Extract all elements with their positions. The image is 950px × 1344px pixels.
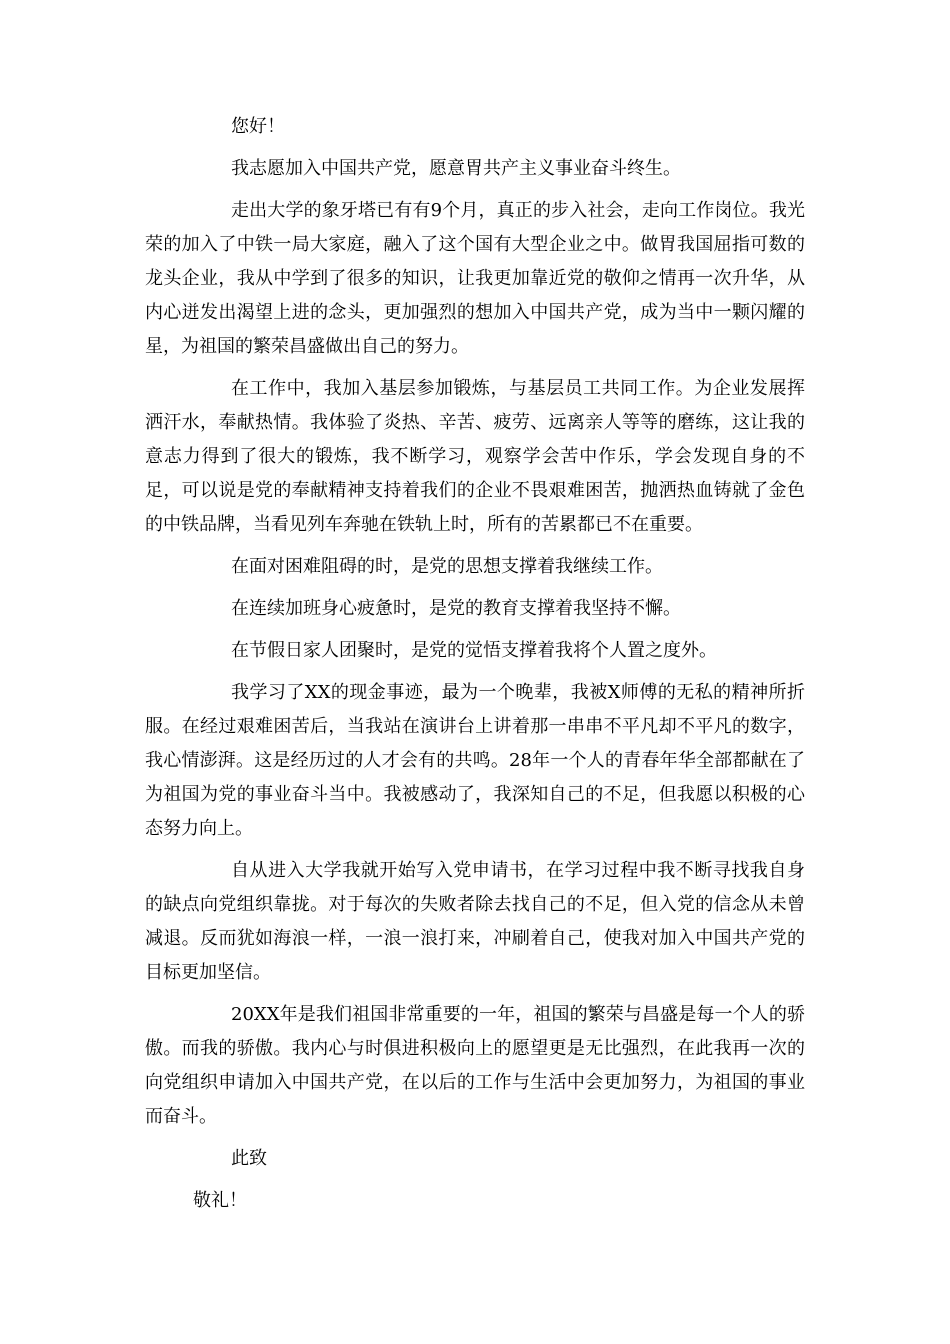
- closing: 此致: [231, 1148, 267, 1169]
- paragraph-application-history: 自从进入大学我就开始写入党申请书，在学习过程中我不断寻找我自身的缺点向党组织靠拢。对于每次的失败者除去找自己的不足，但入党的信念从未曾减退。反而犹如海浪一样，一浪一浪打来，冲刷着自己，使我对加入中国共产党的目标更加坚信。: [145, 860, 805, 983]
- salute: 敬礼！: [193, 1190, 247, 1211]
- paragraph-overtime: 在连续加班身心疲惫时，是党的教育支撑着我坚持不懈。: [231, 598, 681, 619]
- letter-body: [145, 110, 805, 1226]
- paragraph-pledge: 我志愿加入中国共产党，愿意胃共产主义事业奋斗终生。: [231, 158, 681, 179]
- paragraph-role-model: 我学习了XX的现金事迹，最为一个晚辈，我被X师傅的无私的精神所折服。在经过艰难困苦后，当我站在演讲台上讲着那一串串不平凡却不平凡的数字，我心情澎湃。这是经历过的人才会有的共鸣。28年一个人的青春年华全部都献在了为祖国为党的事业奋斗当中。我被感动了，我深知自己的不足，但我愿以积极的心态努力向上。: [145, 682, 805, 839]
- paragraph-holiday: 在节假日家人团聚时，是党的觉悟支撑着我将个人置之度外。: [231, 640, 717, 661]
- greeting: 您好！: [231, 116, 285, 137]
- paragraph-work-start: 走出大学的象牙塔已有有9个月，真正的步入社会，走向工作岗位。我光荣的加入了中铁一局大家庭，融入了这个国有大型企业之中。做胃我国屈指可数的龙头企业，我从中学到了很多的知识，让我更加靠近党的敬仰之情再一次升华，从内心迸发出渴望上进的念头，更加强烈的想加入中国共产党，成为当中一颗闪耀的星，为祖国的繁荣昌盛做出自己的努力。: [145, 200, 805, 357]
- paragraph-grassroots: 在工作中，我加入基层参加锻炼，与基层员工共同工作。为企业发展挥洒汗水，奉献热情。我体验了炎热、辛苦、疲劳、远离亲人等等的磨练，这让我的意志力得到了很大的锻炼，我不断学习，观察学会苦中作乐，学会发现自身的不足，可以说是党的奉献精神支持着我们的企业不畏艰难困苦，抛洒热血铸就了金色的中铁品牌，当看见列车奔驰在铁轨上时，所有的苦累都已不在重要。: [145, 378, 805, 535]
- paragraph-renewed-application: 20XX年是我们祖国非常重要的一年，祖国的繁荣与昌盛是每一个人的骄傲。而我的骄傲。我内心与时俱进积极向上的愿望更是无比强烈，在此我再一次的向党组织申请加入中国共产党，在以后的工作与生活中会更加努力，为祖国的事业而奋斗。: [145, 1004, 805, 1127]
- paragraph-difficulty: 在面对困难阻碍的时，是党的思想支撑着我继续工作。: [231, 556, 663, 577]
